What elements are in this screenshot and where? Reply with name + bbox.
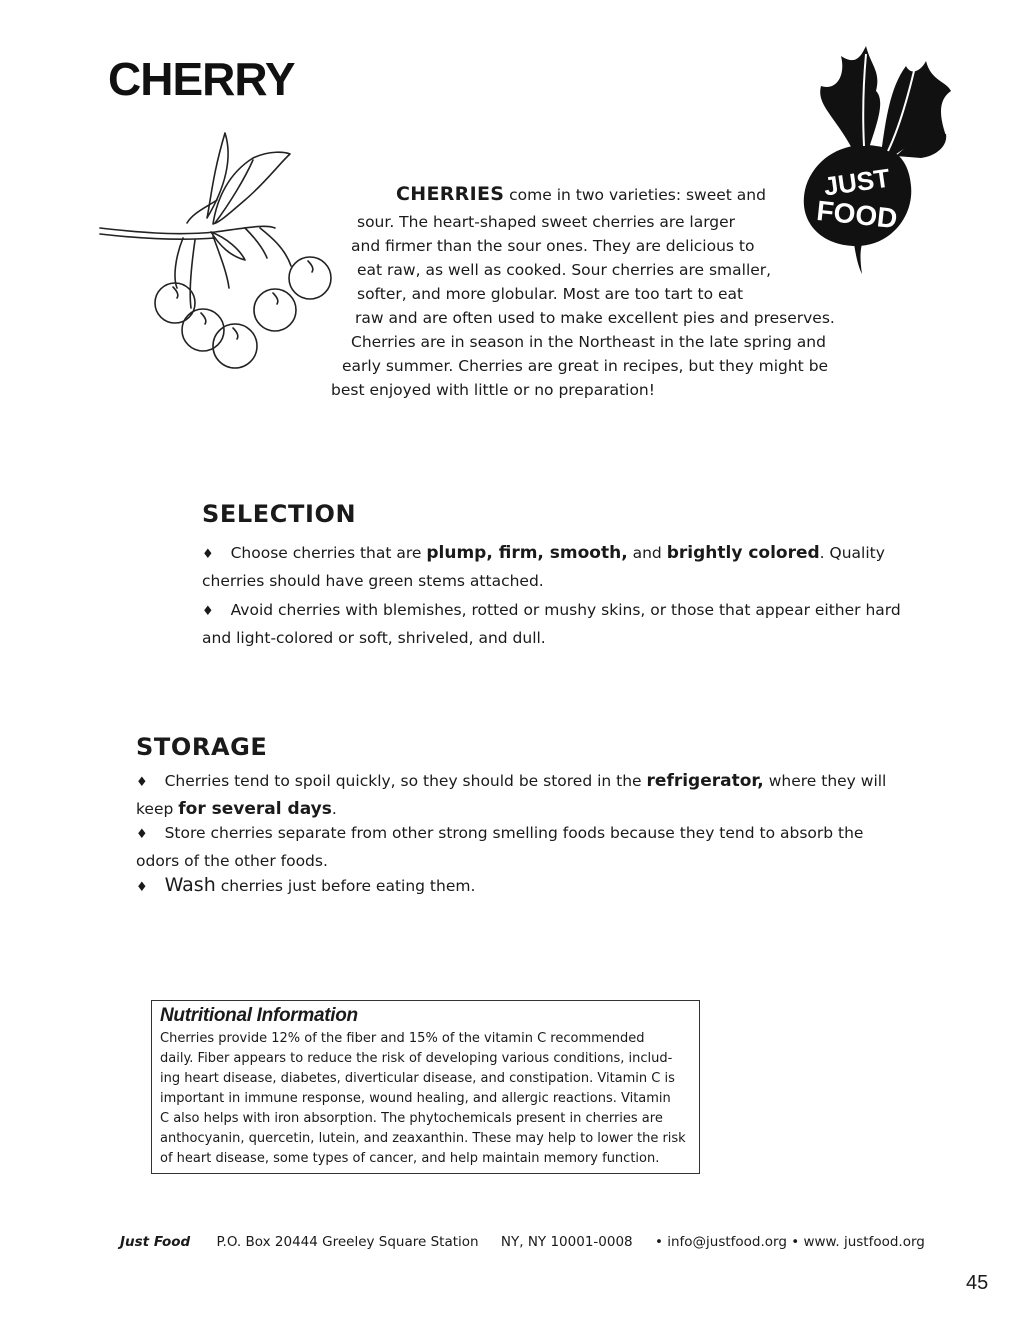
selection-heading: SELECTION	[202, 500, 357, 528]
nutrition-line: daily. Fiber appears to reduce the risk of developing various conditions, includ-	[160, 1051, 673, 1066]
nutrition-line: Cherries provide 12% of the fiber and 15% of the vitamin C recommended	[160, 1031, 645, 1046]
storage-bullet-1: ♦ Cherries tend to spoil quickly, so they should be stored in the refrigerator, where they will keep for several days.	[136, 771, 887, 819]
intro-text: come in two varieties: sweet and	[509, 186, 766, 204]
nutrition-line: ing heart disease, diabetes, diverticular disease, and constipation. Vitamin C is	[160, 1071, 675, 1086]
diamond-bullet-icon: ♦	[136, 880, 148, 895]
intro-line-1	[396, 182, 766, 207]
storage-bullet-3: ♦ Wash cherries just before eating them.	[136, 874, 476, 896]
page-number: 45	[966, 1272, 989, 1294]
intro-line-9: best enjoyed with little or no preparation!	[331, 381, 655, 399]
intro-line-5: softer, and more globular. Most are too tart to eat	[357, 285, 744, 303]
storage-heading: STORAGE	[136, 733, 268, 761]
diamond-bullet-icon: ♦	[202, 547, 214, 562]
intro-lead-word: CHERRIES	[396, 183, 505, 205]
nutrition-info-box	[151, 1000, 700, 1174]
footer-city: NY, NY 10001-0008	[500, 1234, 633, 1250]
just-food-logo	[796, 46, 956, 276]
footer-org: Just Food	[120, 1234, 191, 1250]
footer-contact: • info@justfood.org • www. justfood.org	[654, 1234, 925, 1250]
intro-line-4: eat raw, as well as cooked. Sour cherries are smaller,	[357, 261, 772, 279]
nutrition-line: anthocyanin, quercetin, lutein, and zeaxanthin. These may help to lower the risk	[160, 1131, 686, 1146]
cherry-illustration	[95, 128, 345, 378]
nutrition-line: important in immune response, wound healing, and allergic reactions. Vitamin	[160, 1091, 671, 1106]
storage-bullet-2: ♦ Store cherries separate from other strong smelling foods because they tend to absorb the odors of the other foods.	[136, 824, 864, 870]
nutrition-line: C also helps with iron absorption. The phytochemicals present in cherries are	[160, 1111, 663, 1126]
nutrition-line: of heart disease, some types of cancer, and help maintain memory function.	[160, 1151, 660, 1166]
intro-line-2: sour. The heart-shaped sweet cherries are larger	[357, 213, 736, 231]
intro-line-6: raw and are often used to make excellent pies and preserves.	[355, 309, 835, 327]
diamond-bullet-icon: ♦	[136, 827, 148, 842]
intro-line-7: Cherries are in season in the Northeast in the late spring and	[351, 333, 826, 351]
page-title: CHERRY	[108, 53, 295, 105]
selection-bullet-2: ♦ Avoid cherries with blemishes, rotted or mushy skins, or those that appear either hard and light-colored or soft, shriveled, and dull.	[202, 601, 901, 647]
intro-line-3: and firmer than the sour ones. They are delicious to	[351, 237, 755, 255]
footer	[120, 1234, 925, 1250]
footer-address: P.O. Box 20444 Greeley Square Station	[216, 1234, 479, 1250]
nutrition-body	[160, 1029, 691, 1169]
nutrition-heading: Nutritional Information	[160, 1005, 358, 1026]
selection-bullet-1: ♦ Choose cherries that are plump, firm, smooth, and brightly colored. Quality cherries should have green stems attached.	[202, 543, 885, 590]
diamond-bullet-icon: ♦	[136, 775, 148, 790]
intro-line-8: early summer. Cherries are great in recipes, but they might be	[342, 357, 829, 375]
logo-word-just: JUST	[821, 162, 892, 202]
diamond-bullet-icon: ♦	[202, 604, 214, 619]
logo-word-food: FOOD	[815, 194, 899, 235]
